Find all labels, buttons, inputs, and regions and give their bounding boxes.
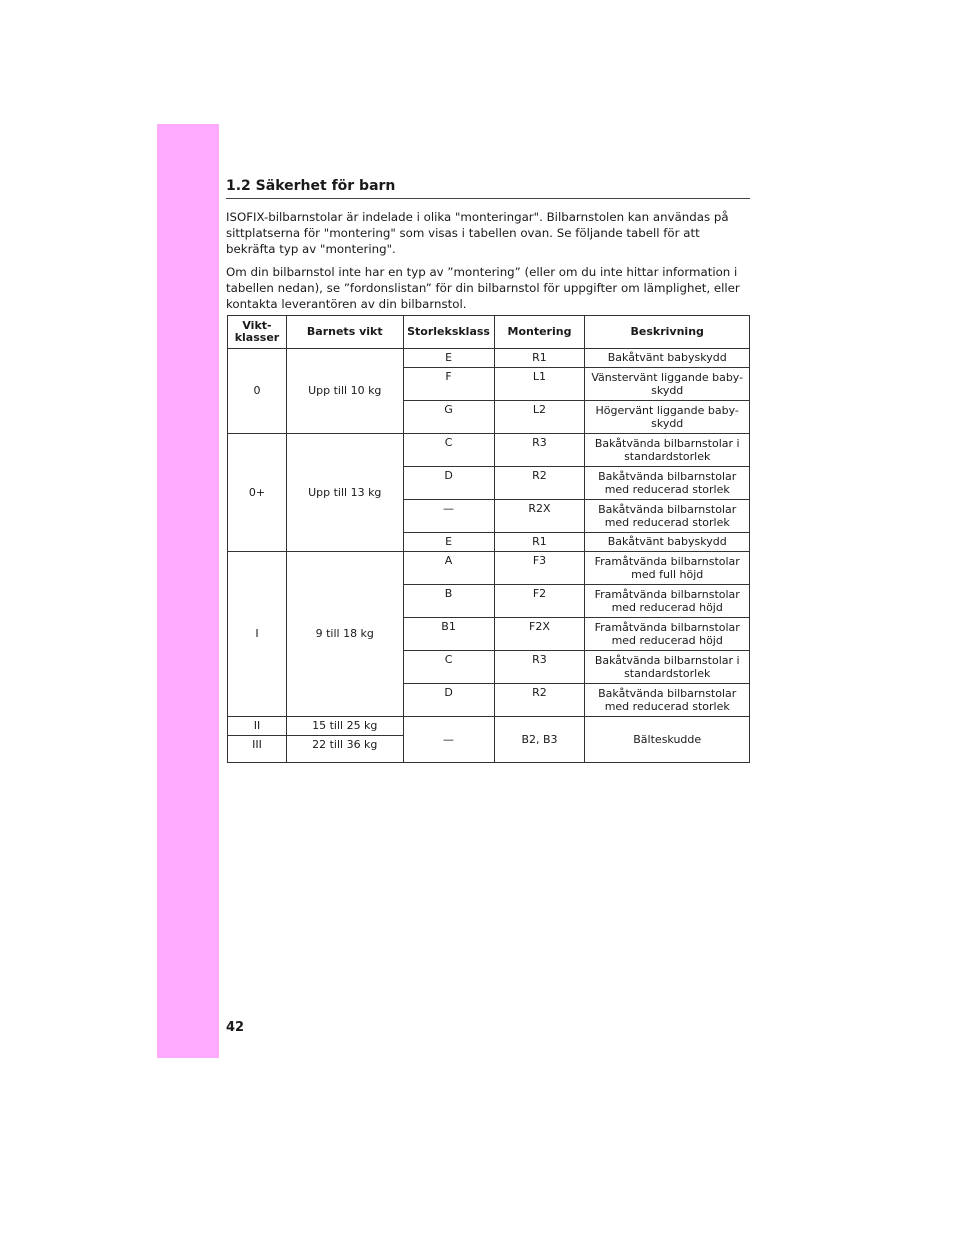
mounting-cell: B2, B3 (494, 717, 585, 763)
mounting-cell: R2X (494, 500, 585, 533)
description-cell: Bakåtvända bilbarnstolar med reducerad storlek (585, 467, 750, 500)
description-cell: Högervänt liggande baby- skydd (585, 401, 750, 434)
child-weight-cell: Upp till 10 kg (286, 349, 403, 434)
mounting-cell: R3 (494, 651, 585, 684)
size-class-cell: D (403, 684, 494, 717)
col-header-size: Storleksklass (403, 316, 494, 349)
size-class-cell: G (403, 401, 494, 434)
mounting-cell: L1 (494, 368, 585, 401)
col-header-desc: Beskrivning (585, 316, 750, 349)
mounting-cell: R2 (494, 684, 585, 717)
table-header-row (228, 316, 750, 349)
description-cell: Bakåtvända bilbarnstolar i standardstorlek (585, 434, 750, 467)
mounting-cell: R1 (494, 349, 585, 368)
size-class-cell: C (403, 434, 494, 467)
col-header-weight: Barnets vikt (286, 316, 403, 349)
mounting-cell: L2 (494, 401, 585, 434)
child-weight-cell: 15 till 25 kg (286, 717, 403, 736)
description-cell: Framåtvända bilbarnstolar med reducerad höjd (585, 618, 750, 651)
size-class-cell: B1 (403, 618, 494, 651)
mounting-cell: R1 (494, 533, 585, 552)
size-class-cell: F (403, 368, 494, 401)
description-cell: Vänstervänt liggande baby- skydd (585, 368, 750, 401)
table-row (228, 434, 750, 467)
mounting-cell: F2 (494, 585, 585, 618)
size-class-cell: — (403, 717, 494, 763)
intro-paragraph: ISOFIX-bilbarnstolar är indelade i olika "monteringar". Bilbarnstolen kan användas på sittplatserna för "montering" som visas i tabellen ovan. Se följande tabell för att bekräfta typ av "montering". (226, 210, 729, 256)
weight-class-cell: III (228, 736, 287, 763)
child-weight-cell: Upp till 13 kg (286, 434, 403, 552)
table-row (228, 717, 750, 736)
child-weight-cell: 22 till 36 kg (286, 736, 403, 763)
size-class-cell: D (403, 467, 494, 500)
weight-class-cell: II (228, 717, 287, 736)
size-class-cell: A (403, 552, 494, 585)
description-cell: Framåtvända bilbarnstolar med full höjd (585, 552, 750, 585)
table-row (228, 349, 750, 368)
size-class-cell: — (403, 500, 494, 533)
mounting-cell: F2X (494, 618, 585, 651)
description-cell: Framåtvända bilbarnstolar med reducerad höjd (585, 585, 750, 618)
description-cell: Bakåtvända bilbarnstolar med reducerad storlek (585, 500, 750, 533)
mounting-cell: F3 (494, 552, 585, 585)
col-header-mount: Montering (494, 316, 585, 349)
weight-class-cell: I (228, 552, 287, 717)
size-class-cell: C (403, 651, 494, 684)
size-class-cell: E (403, 533, 494, 552)
description-cell: Bakåtvänt babyskydd (585, 349, 750, 368)
description-cell: Bakåtvända bilbarnstolar med reducerad storlek (585, 684, 750, 717)
size-class-cell: B (403, 585, 494, 618)
chapter-tab (157, 124, 219, 1058)
weight-class-cell: 0 (228, 349, 287, 434)
mounting-cell: R2 (494, 467, 585, 500)
size-class-cell: E (403, 349, 494, 368)
note-paragraph: Om din bilbarnstol inte har en typ av ”montering” (eller om du inte hittar information i tabellen nedan), se ”fordonslistan” för din bilbarnstol för uppgifter om lämplighet, eller kontakta leverantören av din bilbarnstol. (226, 265, 740, 311)
section-title: 1.2 Säkerhet för barn (226, 178, 750, 199)
table-row (228, 552, 750, 585)
description-cell: Bälteskudde (585, 717, 750, 763)
child-weight-cell: 9 till 18 kg (286, 552, 403, 717)
isofix-table (227, 315, 750, 763)
page-number: 42 (226, 1020, 245, 1035)
weight-class-cell: 0+ (228, 434, 287, 552)
description-cell: Bakåtvända bilbarnstolar i standardstorlek (585, 651, 750, 684)
col-header-class: Vikt- klasser (228, 316, 287, 349)
description-cell: Bakåtvänt babyskydd (585, 533, 750, 552)
mounting-cell: R3 (494, 434, 585, 467)
